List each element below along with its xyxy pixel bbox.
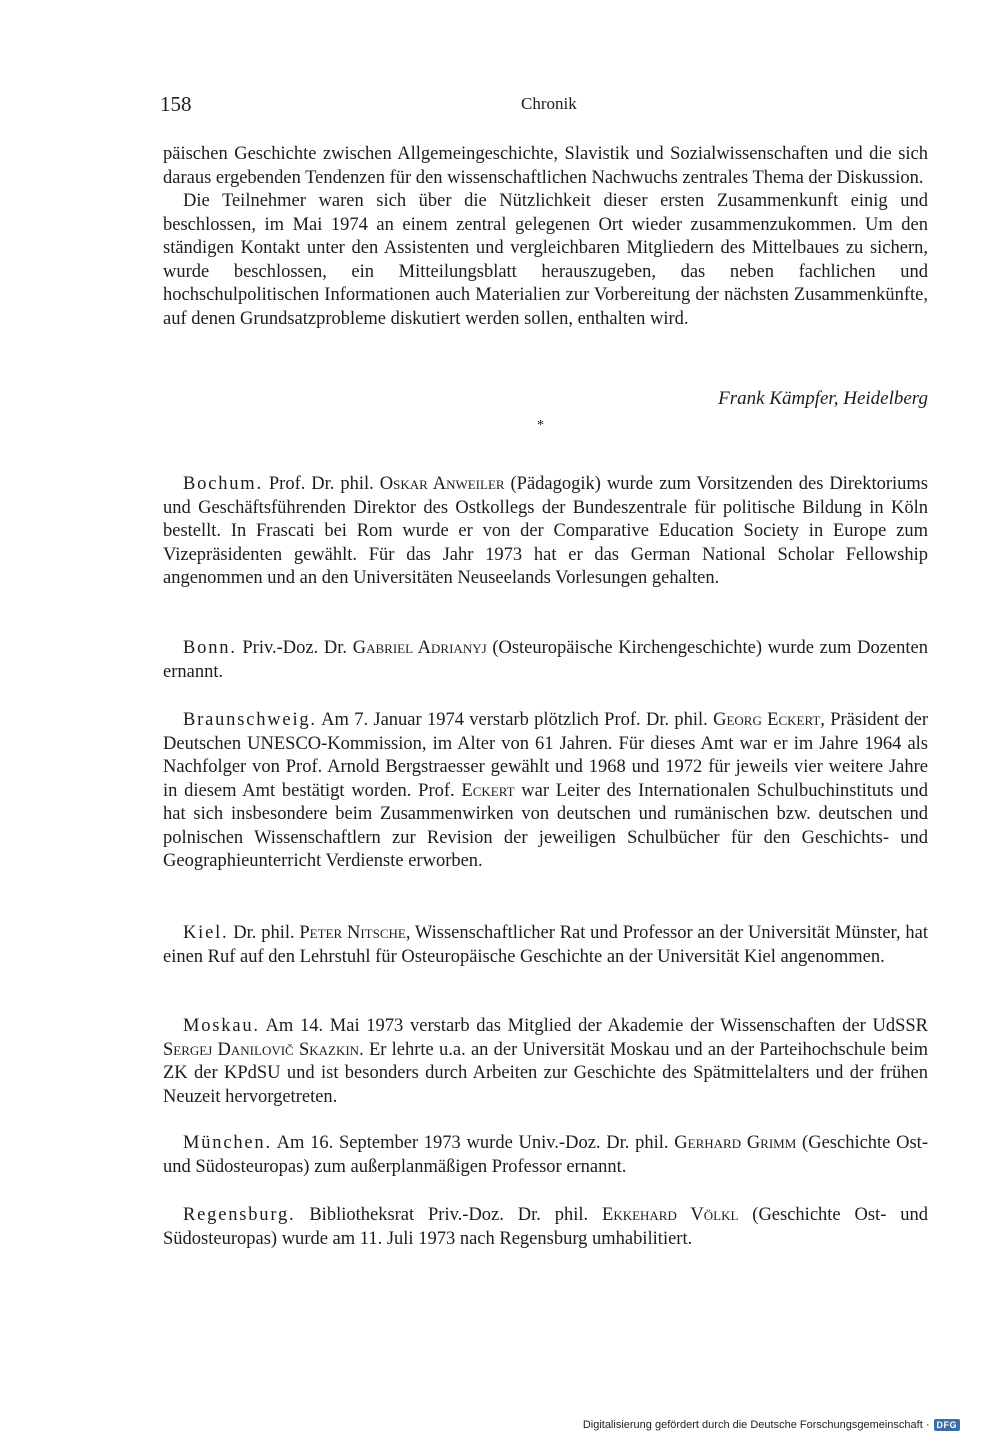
place-name: München. [183,1133,272,1153]
intro-paragraph-1: päischen Geschichte zwischen Allgemeingeschichte, Slavistik und Sozialwissenschaften und die sich daraus ergebenden Tendenzen für den wissenschaftlichen Nachwuchs zentrales Thema der Diskussion. [163,144,928,188]
person-name: Oskar Anweiler [379,474,505,494]
entry-text: , Wissenschaftlicher Rat und Professor an der Universität Münster, hat einen Ruf auf den Lehrstuhl für Osteuropäische Geschichte an der Universität Kiel angenommen. [163,923,928,967]
entry-text: Prof. Dr. phil. [262,474,380,494]
entry-text: , Präsident der Deutschen UNESCO-Kommission, im Alter von 61 Jahren. Für dieses Amt war er im Jahre 1964 als Nachfolger von Prof. Arnold Bergstraesser gewählt und 1968 und 1972 für jeweils vier weitere Jahre in diesem Amt bestätigt worden. Prof. [163,710,928,801]
page-number: 158 [160,92,192,116]
place-name: Regensburg. [183,1205,296,1225]
entry-text: (Geschichte Ost- und Südosteuropas) wurde am 11. Juli 1973 nach Regensburg umhabilitiert. [163,1205,928,1249]
entry-moskau [163,1015,928,1109]
entry-text: Am 16. September 1973 wurde Univ.-Doz. Dr. phil. [271,1133,675,1153]
person-name: Georg Eckert [713,710,821,730]
place-name: Bochum. [183,474,263,494]
person-name: Eckert [461,780,515,801]
entry-text: (Osteuropäische Kirchengeschichte) wurde zum Dozenten ernannt. [163,638,928,682]
entry-text: Priv.-Doz. Dr. [236,638,353,658]
entry-text: Am 14. Mai 1973 verstarb das Mitglied der Akademie der Wissenschaften der UdSSR [259,1016,928,1036]
dfg-logo-icon: DFG [934,1419,961,1431]
entry-kiel [163,922,928,969]
place-name: Bonn. [183,638,237,658]
place-name: Braunschweig. [183,710,317,730]
person-name: Gerhard Grimm [674,1133,797,1153]
entry-regensburg [163,1204,928,1251]
place-name: Moskau. [183,1016,260,1036]
intro-paragraph-2: Die Teilnehmer waren sich über die Nützlichkeit dieser ersten Zusammenkunft einig und beschlossen, im Mai 1974 an einem zentral gelegenen Ort wieder zusammenzukommen. Um den ständigen Kontakt unter den Assistenten und vergleichbaren Mitgliedern des Mittelbaues zu sichern, wurde beschlossen, ein Mitteilungsblatt herauszugeben, das neben fachlichen und hochschulpolitischen Informationen auch Materialien zur Vorbereitung der nächsten Zusammenkünfte, auf denen Grundsatzprobleme diskutiert werden sollen, enthalten wird. [163,191,928,329]
entry-text: (Pädagogik) wurde zum Vorsitzenden des Direktoriums und Geschäftsführenden Direktor des Ostkollegs der Bundeszentrale für politische Bildung in Köln bestellt. In Frascati bei Rom wurde er von der Comparative Education Society in Europe zum Vizepräsidenten gewählt. Für das Jahr 1973 hat er das German National Scholar Fellowship angenommen und an den Universitäten Neuseelands Vorlesungen gehalten. [163,474,929,588]
entry-text: Am 7. Januar 1974 verstarb plötzlich Prof. Dr. phil. [316,710,714,730]
entry-bochum [163,473,928,591]
person-name: Gabriel Adrianyj [352,638,487,658]
entry-text: war Leiter des Internationalen Schulbuchinstituts und hat sich insbesondere beim Zusammenwirken von deutschen und rumänischen bzw. deutschen und polnischen Wissenschaftlern zur Revision der jeweiligen Schulbücher für den Geschichts- und Geographieunterricht Verdienste erworben. [163,780,928,871]
entry-text: (Geschichte Ost- und Südosteuropas) zum außerplanmäßigen Professor ernannt. [163,1133,928,1177]
running-head: Chronik [521,94,577,113]
section-separator: * [537,418,544,433]
entry-text: Bibliotheksrat Priv.-Doz. Dr. phil. [295,1205,603,1225]
person-name: Ekkehard Völkl [602,1205,739,1225]
person-name: Peter Nitsche [299,923,406,943]
entry-braunschweig [163,709,928,874]
place-name: Kiel. [183,923,229,943]
footer-credit [583,1419,960,1431]
intro-section [163,143,928,331]
entry-text: . Er lehrte u.a. an der Universität Moskau und an der Parteihochschule beim ZK der KPdSU und ist besonders durch Arbeiten zur Geschichte des Spätmittelalters und der frühen Neuzeit hervorgetreten. [163,1039,928,1107]
author-signature: Frank Kämpfer, Heidelberg [718,388,928,409]
entry-bonn [163,637,928,684]
entry-muenchen [163,1132,928,1179]
footer-text: Digitalisierung gefördert durch die Deutsche Forschungsgemeinschaft · [582,1419,930,1431]
person-name: Sergej Danilovič Skazkin [163,1039,360,1060]
entry-text: Dr. phil. [228,923,300,943]
